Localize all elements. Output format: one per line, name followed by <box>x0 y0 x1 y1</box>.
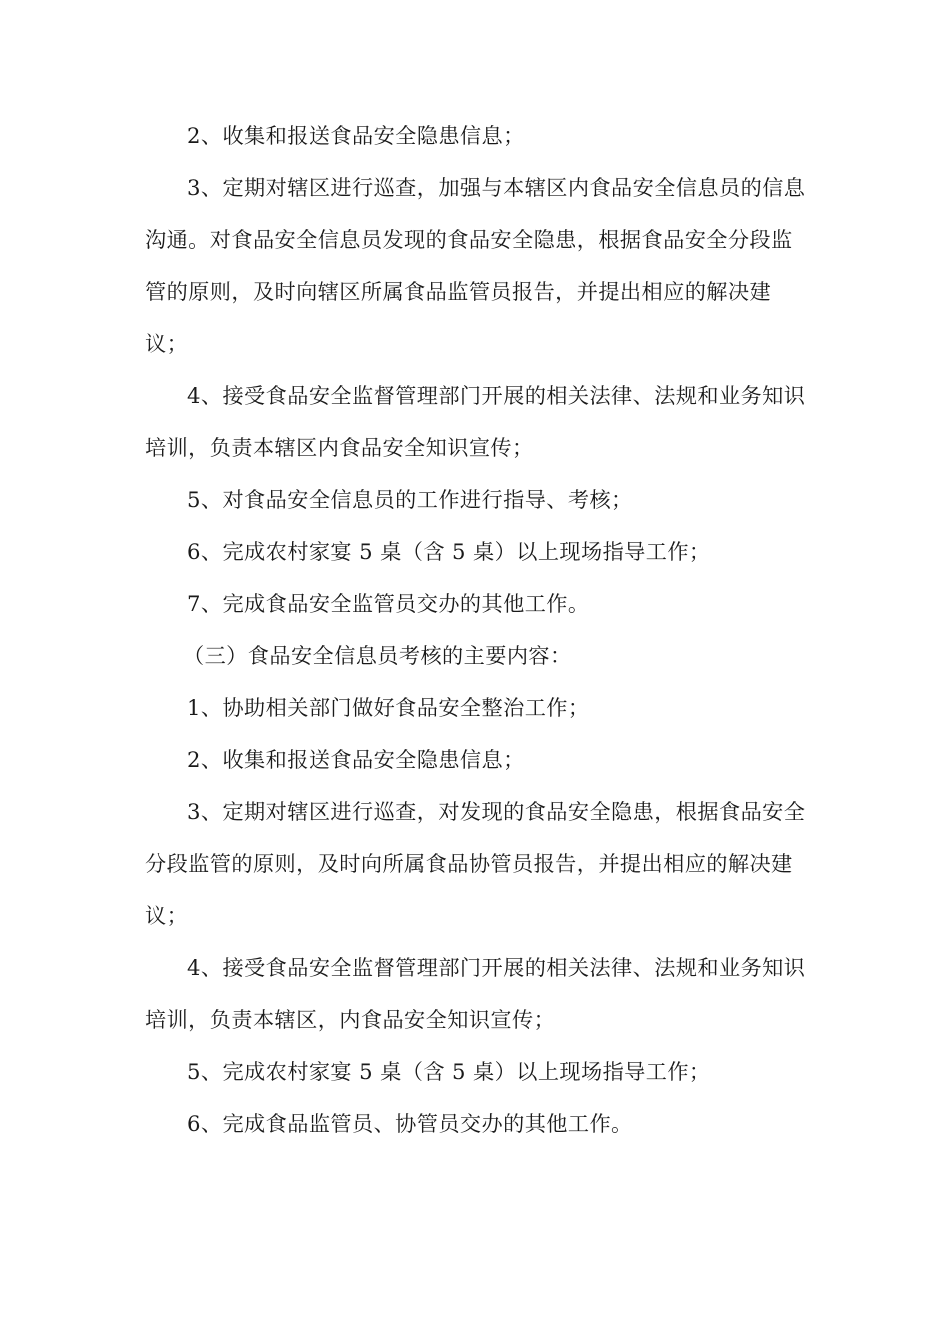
paragraph-item-4-training: 4、接受食品安全监督管理部门开展的相关法律、法规和业务知识培训，负责本辖区内食品安全知识宣传； <box>145 383 806 460</box>
document-body <box>145 110 810 1150</box>
paragraph-item-2-collect: 2、收集和报送食品安全隐患信息； <box>187 123 525 148</box>
paragraph-item-5-banquet: 5、完成农村家宴 5 桌（含 5 桌）以上现场指导工作； <box>187 1059 711 1084</box>
paragraph-item-6-banquet: 6、完成农村家宴 5 桌（含 5 桌）以上现场指导工作； <box>187 539 711 564</box>
paragraph-item-7-other: 7、完成食品安全监管员交办的其他工作。 <box>187 591 590 616</box>
paragraph-item-6-other: 6、完成食品监管员、协管员交办的其他工作。 <box>187 1111 633 1136</box>
paragraph-item-2-report: 2、收集和报送食品安全隐患信息； <box>187 747 525 772</box>
paragraph-item-3-patrol: 3、定期对辖区进行巡查，加强与本辖区内食品安全信息员的信息沟通。对食品安全信息员发现的食品安全隐患，根据食品安全分段监管的原则，及时向辖区所属食品监管员报告，并提出相应的解决建议； <box>145 175 806 356</box>
paragraph-item-4-knowledge: 4、接受食品安全监督管理部门开展的相关法律、法规和业务知识培训，负责本辖区，内食品安全知识宣传； <box>145 955 806 1032</box>
paragraph-item-5-guidance: 5、对食品安全信息员的工作进行指导、考核； <box>187 487 633 512</box>
section-heading-three: （三）食品安全信息员考核的主要内容： <box>183 643 572 668</box>
paragraph-item-3-inspect: 3、定期对辖区进行巡查，对发现的食品安全隐患，根据食品安全分段监管的原则，及时向所属食品协管员报告，并提出相应的解决建议； <box>145 799 806 928</box>
paragraph-item-1-assist: 1、协助相关部门做好食品安全整治工作； <box>187 695 590 720</box>
